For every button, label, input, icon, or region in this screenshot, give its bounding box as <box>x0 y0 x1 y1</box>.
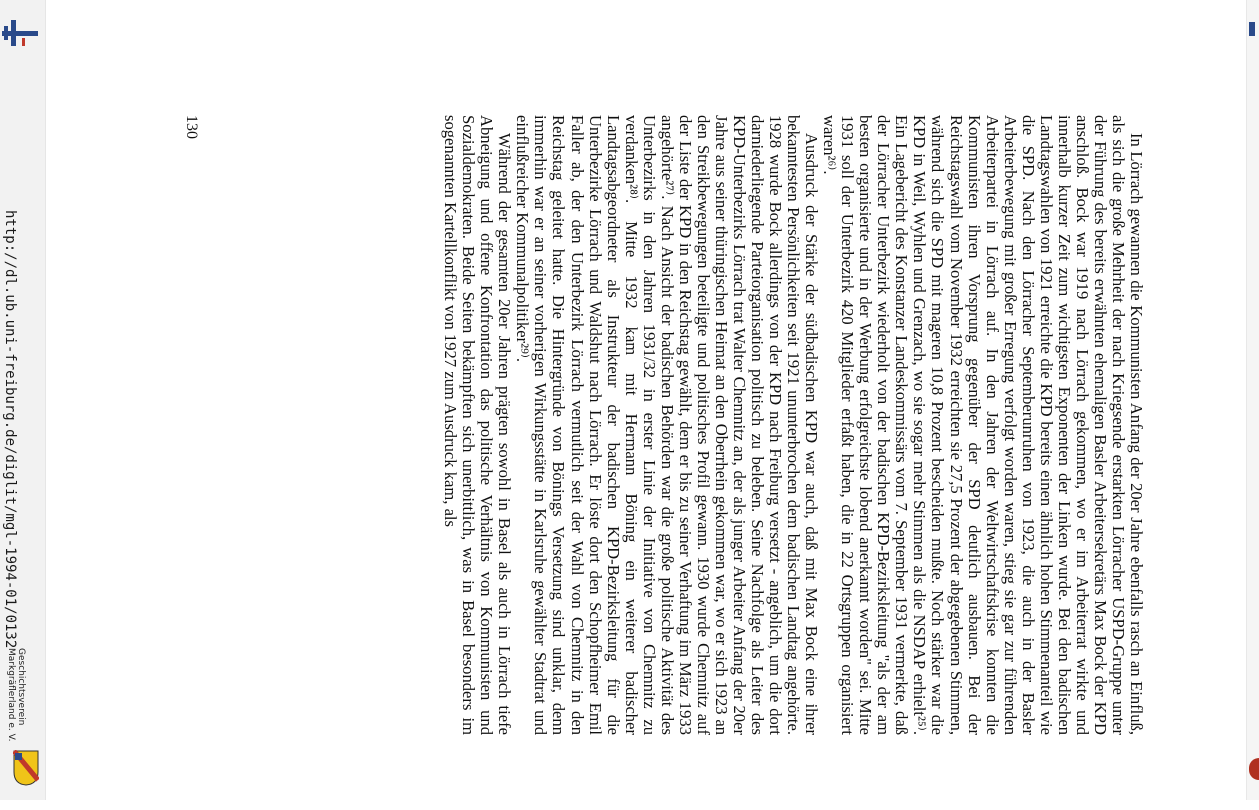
viewer-right-strip <box>1246 0 1259 800</box>
society-block <box>0 640 45 800</box>
viewer-left-strip <box>0 0 46 800</box>
society-name <box>6 648 26 741</box>
paragraph-1: In Lörrach gewannen die Kommunisten Anfang der 20er Jahre ebenfalls rasch an Einfluß, als sich die große Mehrheit der nach Kriegsende erstarkten Lörracher USPD-Gruppe unter der Führung des bereits erwähnten ehemaligen Basler Arbeitersekretärs Max Bock der KPD anschloß. Bock war 1919 nach Lörrach gekommen, wo er im Arbeiterrat wirkte und innerhalb kurzer Zeit zum wichtigsten Exponenten der Linken wurde. Bei den badischen Landtagswahlen von 1921 erreichte die KPD bereits einen ähnlich hohen Stimmenanteil wie die SPD. Nach den Lörracher Septemberunruhen von 1923, die auch in der Basler Arbeiterbewegung mit großer Erregung verfolgt worden waren, stieg sie gar zur führenden Arbeiterpartei in Lörrach auf. In den Jahren der Weltwirtschaftskrise konnten die Kommunisten ihren Vorsprung gegenüber der SPD deutlich ausbauen. Bei der Reichstagswahl vom November 1932 erreichten sie 27,5 Prozent der abgegebenen Stimmen, während sich die SPD mit mageren 10,8 Prozent bescheiden mußte. Noch stärker war die KPD in Weil, Wyhlen und Grenzach, wo sie sogar mehr Stimmen als die NSDAP erhielt²⁵⁾. Ein Lagebericht des Konstanzer Landeskommissärs vom 7. September 1931 vermerkte, daß der Lörracher Unterbezirk wiederholt von der badischen KPD-Bezirksleitung "als der am besten organisierte und in der Werbung erfolgreichste lobend anerkannt worden" sei. Mitte 1931 soll der Unterbezirk 420 Mitglieder erfaßt haben, die in 22 Ortsgruppen organisiert waren²⁶⁾. <box>820 115 1146 735</box>
badge-icon <box>1249 758 1259 780</box>
ub-freiburg-logo-icon <box>2 16 38 50</box>
page-number: 130 <box>183 115 200 139</box>
paragraph-3: Während der gesamten 20er Jahren prägten sowohl in Basel als auch in Lörrach tiefe Abneigung und offene Konfrontation das politische Verhältnis von Kommunisten und Sozialdemokraten. Beide Seiten bekämpften sich unerbittlich, was in Basel besonders im sogenannten Kartellkonflikt von 1927 zum Ausdruck kam, als <box>441 115 515 735</box>
society-line1: Geschichtsverein <box>16 648 26 726</box>
document-page <box>185 115 1145 735</box>
paragraph-2: Ausdruck der Stärke der südbadischen KPD war auch, daß mit Max Bock eine ihrer bekanntesten Persönlichkeiten seit 1921 ununterbrochen dem badischen Landtag angehörte. 1928 wurde Bock allerdings von der KPD nach Freiburg versetzt - angeblich, um die dort darniederliegende Parteiorganisation politisch zu beleben. Seine Nachfolge als Leiter des KPD-Unterbezirks Lörrach trat Walter Chemnitz an, der als junger Arbeiter Anfang der 20er Jahre aus seiner thüringischen Heimat an den Oberrhein gekommen war, wo er sich 1923 an den Streikbewegungen beteiligte und politisches Profil gewann. 1930 wurde Chemnitz auf der Liste der KPD in den Reichstag gewählt, dem er bis zu seiner Verhaftung im März 1933 angehörte²⁷⁾. Nach Ansicht der badischen Behörden war die große politische Aktivität des Unterbezirks in den Jahren 1931/32 in erster Linie der Initiative von Chemnitz zu verdanken²⁸⁾. Mitte 1932 kam mit Hermann Böning ein weiterer badischer Landtagsabgeordneter als Instrukteur der badischen KPD-Bezirksleitung für die Unterbezirke Lörrach und Waldshut nach Lörrach. Er löste dort den Schopfheimer Emil Faller ab, der den Unterbezirk Lörrach vermutlich seit der Wahl von Chemnitz in den Reichstag geleitet hatte. Die Hintergründe von Bönings Versetzung sind unklar, denn immerhin war er an seiner vorherigen Wirkungsstätte in Karlsruhe gewählter Stadtrat und einflußreicher Kommunalpolitiker²⁹⁾. <box>513 115 822 735</box>
coat-of-arms-icon <box>13 750 39 786</box>
page-body <box>441 115 1145 735</box>
society-line2: Markgräflerland e. V. <box>6 648 16 742</box>
ub-mark-icon <box>1249 22 1255 36</box>
footer-url[interactable]: http://dl.ub.uni-freiburg.de/diglit/mgl-1994-01/0132 <box>2 210 18 649</box>
